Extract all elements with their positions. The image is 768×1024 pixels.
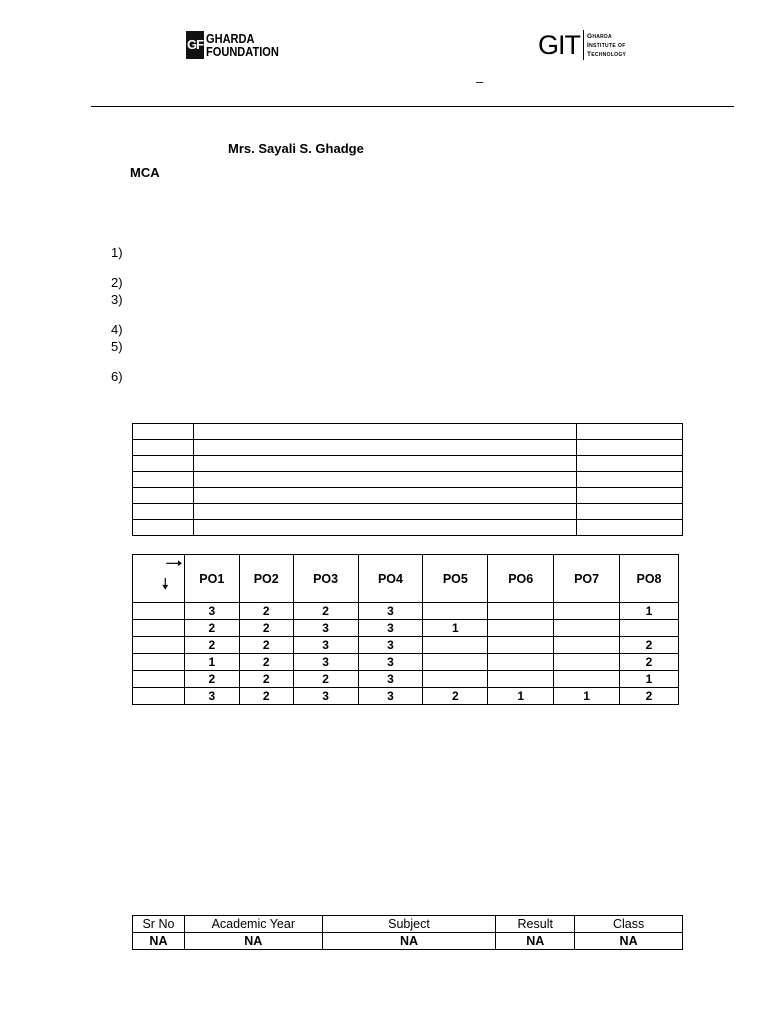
header-po1: PO1 bbox=[184, 555, 239, 603]
header-po8: PO8 bbox=[620, 555, 679, 603]
program-name: MCA bbox=[130, 165, 160, 180]
direction-arrows-icon bbox=[133, 555, 184, 599]
header-academic-year: Academic Year bbox=[184, 916, 322, 933]
table-cell: NA bbox=[496, 933, 575, 950]
table-cell bbox=[488, 620, 554, 637]
table-cell bbox=[620, 620, 679, 637]
table-cell: 3 bbox=[358, 654, 423, 671]
table-cell bbox=[554, 637, 620, 654]
table-cell: 2 bbox=[620, 688, 679, 705]
table-cell: 2 bbox=[423, 688, 488, 705]
header-po7: PO7 bbox=[554, 555, 620, 603]
table-row bbox=[133, 488, 683, 504]
table-cell: 2 bbox=[239, 603, 293, 620]
table-cell bbox=[488, 637, 554, 654]
git-logo-line1: Gharda bbox=[587, 32, 612, 40]
table-cell: 3 bbox=[358, 688, 423, 705]
table-cell: 2 bbox=[620, 637, 679, 654]
gf-logo-text bbox=[206, 32, 292, 58]
course-outcomes-table bbox=[132, 423, 683, 536]
table-cell bbox=[133, 671, 185, 688]
table-cell: 2 bbox=[184, 671, 239, 688]
table-cell: 1 bbox=[620, 603, 679, 620]
git-logo-line2: Institute of bbox=[587, 41, 626, 49]
gf-logo-line2: FOUNDATION bbox=[206, 44, 279, 59]
table-cell bbox=[133, 688, 185, 705]
table-cell bbox=[423, 654, 488, 671]
header-result: Result bbox=[496, 916, 575, 933]
gf-logo-line1: GHARDA bbox=[206, 31, 255, 46]
table-cell bbox=[133, 620, 185, 637]
header-sr-no: Sr No bbox=[133, 916, 185, 933]
table-row bbox=[133, 620, 679, 637]
table-header-row bbox=[133, 555, 679, 603]
table-cell: 1 bbox=[620, 671, 679, 688]
table-cell: 3 bbox=[184, 603, 239, 620]
table-row bbox=[133, 520, 683, 536]
list-number-3: 3) bbox=[111, 292, 123, 307]
table-row bbox=[133, 603, 679, 620]
table-cell: 3 bbox=[358, 603, 423, 620]
table-row bbox=[133, 472, 683, 488]
git-logo-text bbox=[587, 32, 626, 59]
table-cell: 2 bbox=[184, 620, 239, 637]
table-cell: 1 bbox=[184, 654, 239, 671]
table-cell: 3 bbox=[293, 654, 358, 671]
table-cell: 1 bbox=[423, 620, 488, 637]
table-cell: 3 bbox=[358, 620, 423, 637]
table-cell: 2 bbox=[293, 603, 358, 620]
table-row bbox=[133, 456, 683, 472]
table-cell: 2 bbox=[293, 671, 358, 688]
list-number-2: 2) bbox=[111, 275, 123, 290]
header-rule bbox=[91, 106, 734, 107]
table-row bbox=[133, 504, 683, 520]
header-po5: PO5 bbox=[423, 555, 488, 603]
co-po-mapping-table bbox=[132, 554, 679, 705]
table-cell: 1 bbox=[554, 688, 620, 705]
table-cell bbox=[423, 603, 488, 620]
git-logo-mark: GIT bbox=[538, 30, 580, 60]
table-row bbox=[133, 671, 679, 688]
git-logo-divider bbox=[583, 30, 584, 60]
table-header-row bbox=[133, 916, 683, 933]
header-class: Class bbox=[575, 916, 683, 933]
table-cell bbox=[554, 603, 620, 620]
gf-logo-mark: GF bbox=[186, 31, 204, 59]
gharda-foundation-logo bbox=[186, 30, 292, 60]
header-po2: PO2 bbox=[239, 555, 293, 603]
table-cell: 2 bbox=[239, 654, 293, 671]
table-cell bbox=[554, 671, 620, 688]
table-cell: 3 bbox=[293, 688, 358, 705]
table-cell bbox=[554, 620, 620, 637]
header-po3: PO3 bbox=[293, 555, 358, 603]
header-dash: – bbox=[476, 74, 484, 89]
table-cell bbox=[133, 603, 185, 620]
table-cell: 2 bbox=[239, 671, 293, 688]
table-cell: NA bbox=[322, 933, 496, 950]
table-cell: 2 bbox=[239, 637, 293, 654]
header-po4: PO4 bbox=[358, 555, 423, 603]
table-cell: 2 bbox=[620, 654, 679, 671]
table-cell: 3 bbox=[293, 637, 358, 654]
header-po6: PO6 bbox=[488, 555, 554, 603]
list-number-1: 1) bbox=[111, 245, 123, 260]
table-cell: NA bbox=[133, 933, 185, 950]
table-cell bbox=[133, 637, 185, 654]
table-cell: 2 bbox=[239, 620, 293, 637]
table-cell bbox=[423, 671, 488, 688]
table-row bbox=[133, 654, 679, 671]
faculty-name: Mrs. Sayali S. Ghadge bbox=[228, 141, 364, 156]
table-cell bbox=[488, 603, 554, 620]
git-logo-line3: Technology bbox=[587, 50, 627, 58]
table-cell: 3 bbox=[293, 620, 358, 637]
table-cell: 3 bbox=[184, 688, 239, 705]
table-cell: 3 bbox=[358, 637, 423, 654]
table-row bbox=[133, 637, 679, 654]
table-row bbox=[133, 440, 683, 456]
table-cell: 3 bbox=[358, 671, 423, 688]
table-row bbox=[133, 933, 683, 950]
list-number-4: 4) bbox=[111, 322, 123, 337]
table-cell bbox=[488, 671, 554, 688]
table-cell: NA bbox=[184, 933, 322, 950]
table-cell bbox=[554, 654, 620, 671]
table-cell: 2 bbox=[184, 637, 239, 654]
table-row bbox=[133, 688, 679, 705]
table-row bbox=[133, 424, 683, 440]
table-cell bbox=[133, 654, 185, 671]
list-number-5: 5) bbox=[111, 339, 123, 354]
corner-cell bbox=[133, 555, 185, 603]
table-cell bbox=[488, 654, 554, 671]
header-subject: Subject bbox=[322, 916, 496, 933]
table-cell: 1 bbox=[488, 688, 554, 705]
results-table bbox=[132, 915, 683, 950]
table-cell: 2 bbox=[239, 688, 293, 705]
list-number-6: 6) bbox=[111, 369, 123, 384]
table-cell: NA bbox=[575, 933, 683, 950]
git-logo bbox=[538, 30, 626, 60]
table-cell bbox=[423, 637, 488, 654]
